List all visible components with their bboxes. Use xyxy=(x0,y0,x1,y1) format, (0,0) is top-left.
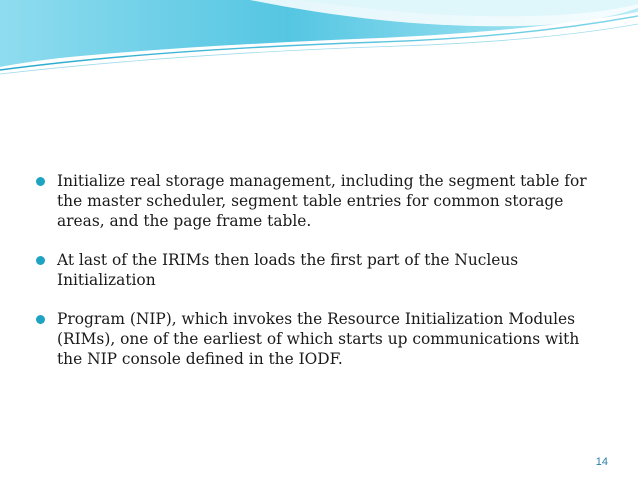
header-wave-decoration xyxy=(0,0,638,80)
bullet-list xyxy=(36,171,608,369)
bullet-item xyxy=(36,171,608,231)
bullet-text: At last of the IRIMs then loads the first part of the Nucleus Initialization xyxy=(57,251,519,289)
bullet-text: Program (NIP), which invokes the Resource Initialization Modules (RIMs), one of the earliest of which starts up communications with the NIP console defined in the IODF. xyxy=(57,310,580,368)
bullet-text: Initialize real storage management, including the segment table for the master scheduler, segment table entries for common storage areas, and the page frame table. xyxy=(57,172,587,230)
bullet-icon xyxy=(36,256,45,265)
bullet-icon xyxy=(36,177,45,186)
bullet-item xyxy=(36,250,608,290)
page-number: 14 xyxy=(595,456,608,468)
bullet-icon xyxy=(36,315,45,324)
bullet-item xyxy=(36,309,608,369)
